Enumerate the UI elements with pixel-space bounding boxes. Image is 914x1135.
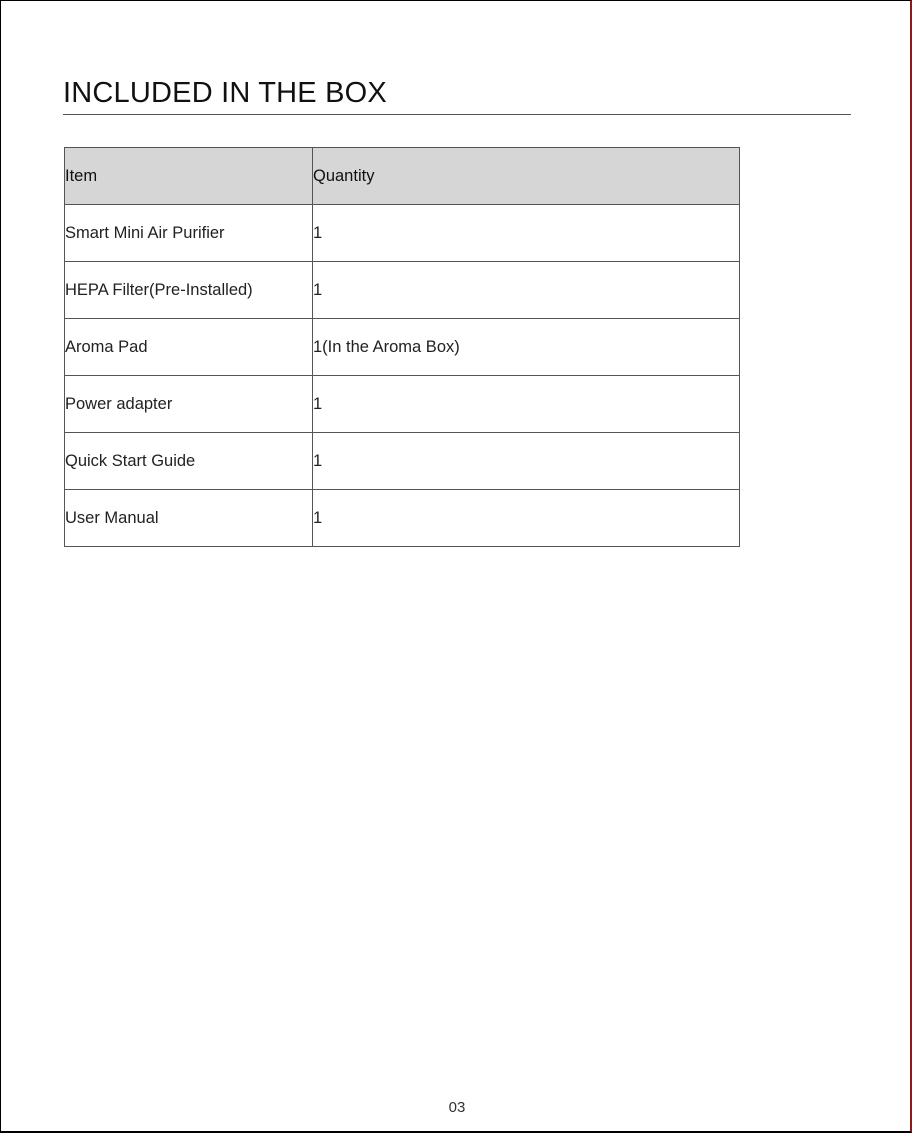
row-quantity: 1 — [313, 262, 740, 319]
table-row — [65, 376, 740, 433]
row-item: User Manual — [65, 490, 313, 547]
page-number: 03 — [448, 1099, 466, 1116]
table-row — [65, 205, 740, 262]
table-header-row — [65, 148, 740, 205]
table-row — [65, 319, 740, 376]
row-quantity: 1 — [313, 376, 740, 433]
row-item: Smart Mini Air Purifier — [65, 205, 313, 262]
header-item: Item — [65, 148, 313, 205]
page-title: INCLUDED IN THE BOX — [63, 77, 387, 109]
row-item: Power adapter — [65, 376, 313, 433]
row-item: Aroma Pad — [65, 319, 313, 376]
title-divider — [63, 114, 851, 115]
table-row — [65, 262, 740, 319]
row-quantity: 1 — [313, 490, 740, 547]
row-item: Quick Start Guide — [65, 433, 313, 490]
header-quantity: Quantity — [313, 148, 740, 205]
row-quantity: 1 — [313, 433, 740, 490]
table-row — [65, 433, 740, 490]
row-quantity: 1(In the Aroma Box) — [313, 319, 740, 376]
contents-table — [64, 147, 740, 547]
table-row — [65, 490, 740, 547]
row-item: HEPA Filter(Pre-Installed) — [65, 262, 313, 319]
row-quantity: 1 — [313, 205, 740, 262]
